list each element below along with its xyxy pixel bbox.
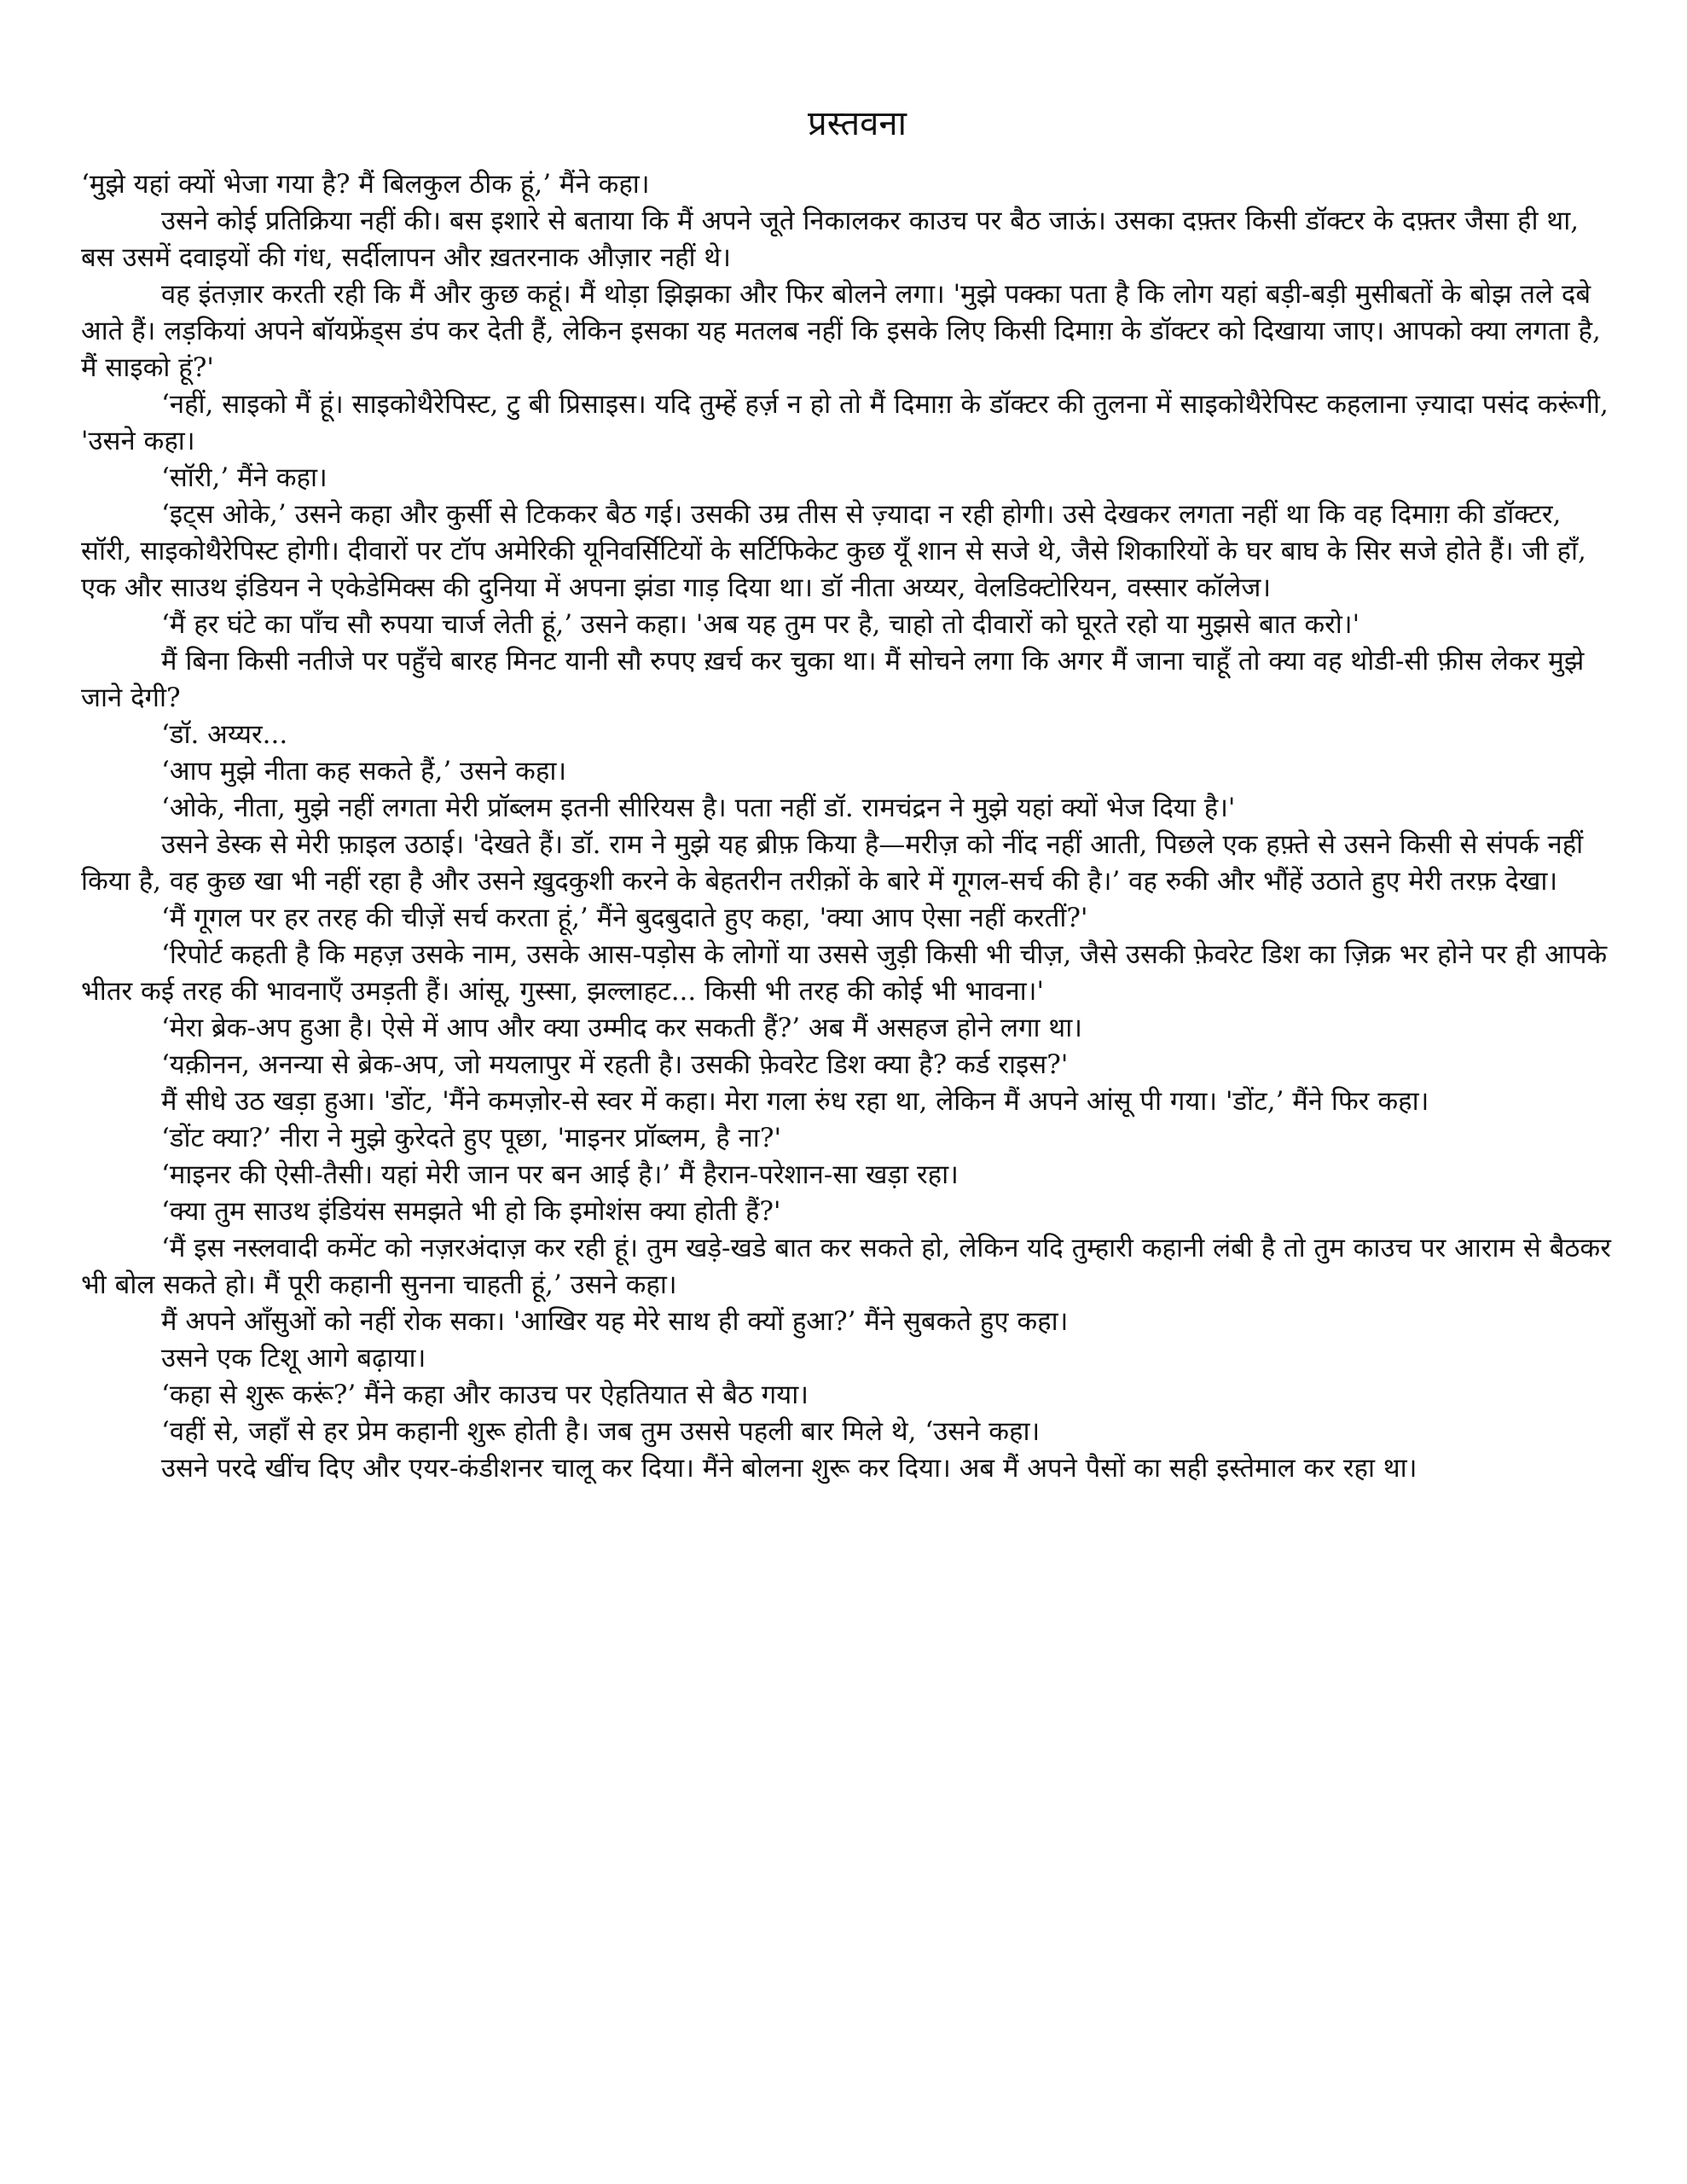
paragraph: ‘आप मुझे नीता कह सकते हैं,’ उसने कहा।: [161, 756, 567, 787]
paragraph: ‘मैं इस नस्लवादी कमेंट को नज़रअंदाज़ कर रही हूं। तुम खड़े-खडे बात कर सकते हो, लेकिन यदि तुम्हारी कहानी लंबी है तो तुम काउच पर आराम से बैठकर भी बोल सकते हो। मैं पूरी कहानी सुनना चाहती हूं,’ उसने कहा।: [81, 1233, 1611, 1300]
paragraph: मैं सीधे उठ खड़ा हुआ। 'डोंट, 'मैंने कमज़ोर-से स्वर में कहा। मेरा गला रुंध रहा था, लेकिन मैं अपने आंसू पी गया। 'डोंट,’ मैंने फिर कहा।: [161, 1086, 1429, 1117]
paragraph: ‘डॉ. अय्यर...: [161, 719, 288, 750]
paragraph: मैं बिना किसी नतीजे पर पहुँचे बारह मिनट यानी सौ रुपए ख़र्च कर चुका था। मैं सोचने लगा कि अगर मैं जाना चाहूँ तो क्या वह थोडी-सी फ़ीस लेकर मुझे जाने देगी?: [81, 646, 1585, 713]
paragraph: उसने कोई प्रतिक्रिया नहीं की। बस इशारे से बताया कि मैं अपने जूते निकालकर काउच पर बैठ जाऊं। उसका दफ़्तर किसी डॉक्टर के दफ़्तर जैसा ही था, बस उसमें दवाइयों की गंध, सर्दीलापन और ख़तरनाक औज़ार नहीं थे।: [81, 206, 1580, 273]
paragraph: ‘सॉरी,’ मैंने कहा।: [161, 462, 328, 493]
paragraph: उसने एक टिशू आगे बढ़ाया।: [161, 1343, 426, 1374]
paragraph: ‘मैं गूगल पर हर तरह की चीज़ें सर्च करता हूं,’ मैंने बुदबुदाते हुए कहा, 'क्या आप ऐसा नहीं करतीं?': [161, 903, 1088, 933]
paragraph: ‘माइनर की ऐसी-तैसी। यहां मेरी जान पर बन आई है।’ मैं हैरान-परेशान-सा खड़ा रहा।: [161, 1159, 959, 1190]
paragraph: उसने डेस्क से मेरी फ़ाइल उठाई। 'देखते हैं। डॉ. राम ने मुझे यह ब्रीफ़ किया है—मरीज़ को नींद नहीं आती, पिछले एक हफ़्ते से उसने किसी से संपर्क नहीं किया है, वह कुछ खा भी नहीं रहा है और उसने ख़ुदकुशी करने के बेहतरीन तरीक़ों के बारे में गूगल-सर्च की है।’ वह रुकी और भौंहें उठाते हुए मेरी तरफ़ देखा।: [81, 829, 1584, 897]
paragraph: ‘रिपोर्ट कहती है कि महज़ उसके नाम, उसके आस-पड़ोस के लोगों या उससे जुड़ी किसी भी चीज़, जैसे उसकी फ़ेवरेट डिश का ज़िक्र भर होने पर ही आपके भीतर कई तरह की भावनाएँ उमड़ती हैं। आंसू, गुस्सा, झल्लाहट... किसी भी तरह की कोई भी भावना।': [81, 939, 1608, 1007]
paragraph: वह इंतज़ार करती रही कि मैं और कुछ कहूं। मैं थोड़ा झिझका और फिर बोलने लगा। 'मुझे पक्का पता है कि लोग यहां बड़ी-बड़ी मुसीबतों के बोझ तले दबे आते हैं। लड़कियां अपने बॉयफ्रेंड्स डंप कर देती हैं, लेकिन इसका यह मतलब नहीं कि इसके लिए किसी दिमाग़ के डॉक्टर को दिखाया जाए। आपको क्या लगता है, मैं साइको हूं?': [81, 279, 1601, 383]
paragraph: मैं अपने आँसुओं को नहीं रोक सका। 'आखिर यह मेरे साथ ही क्यों हुआ?’ मैंने सुबकते हुए कहा।: [161, 1306, 1069, 1337]
paragraph: ‘ओके, नीता, मुझे नहीं लगता मेरी प्रॉब्लम इतनी सीरियस है। पता नहीं डॉ. रामचंद्रन ने मुझे यहां क्यों भेज दिया है।': [161, 793, 1236, 823]
paragraph: ‘मैं हर घंटे का पाँच सौ रुपया चार्ज लेती हूं,’ उसने कहा। 'अब यह तुम पर है, चाहो तो दीवारों को घूरते रहो या मुझसे बात करो।': [161, 609, 1360, 640]
paragraph: ‘वहीं से, जहाँ से हर प्रेम कहानी शुरू होती है। जब तुम उससे पहली बार मिले थे, ‘उसने कहा।: [161, 1416, 1041, 1447]
document-page: [81, 98, 1616, 1487]
paragraph: ‘यक़ीनन, अनन्या से ब्रेक-अप, जो मयलापुर में रहती है। उसकी फ़ेवरेट डिश क्या है? कर्ड राइस?': [161, 1049, 1069, 1080]
paragraph: ‘नहीं, साइको मैं हूं। साइकोथैरेपिस्ट, टु बी प्रिसाइस। यदि तुम्हें हर्ज़ न हो तो मैं दिमाग़ के डॉक्टर की तुलना में साइकोथैरेपिस्ट कहलाना ज़्यादा पसंद करूंगी, 'उसने कहा।: [81, 389, 1609, 456]
paragraph: ‘कहा से शुरू करूं?’ मैंने कहा और काउच पर ऐहतियात से बैठ गया।: [161, 1380, 809, 1410]
page-title: प्रस्तवना: [808, 104, 907, 143]
paragraph: ‘मेरा ब्रेक-अप हुआ है। ऐसे में आप और क्या उम्मीद कर सकती हैं?’ अब मैं असहज होने लगा था।: [161, 1013, 1082, 1043]
body-text: [81, 166, 1616, 1487]
paragraph: ‘मुझे यहां क्यों भेजा गया है? मैं बिलकुल ठीक हूं,’ मैंने कहा।: [81, 169, 650, 200]
paragraph: उसने परदे खींच दिए और एयर-कंडीशनर चालू कर दिया। मैंने बोलना शुरू कर दिया। अब मैं अपने पैसों का सही इस्तेमाल कर रहा था।: [161, 1453, 1417, 1484]
paragraph: ‘इट्स ओके,’ उसने कहा और कुर्सी से टिककर बैठ गई। उसकी उम्र तीस से ज़्यादा न रही होगी। उसे देखकर लगता नहीं था कि वह दिमाग़ की डॉक्टर, सॉरी, साइकोथैरेपिस्ट होगी। दीवारों पर टॉप अमेरिकी यूनिवर्सिटियों के सर्टिफिकेट कुछ यूँ शान से सजे थे, जैसे शिकारियों के घर बाघ के सिर सजे होते हैं। जी हाँ, एक और साउथ इंडियन ने एकेडेमिक्स की दुनिया में अपना झंडा गाड़ दिया था। डॉ नीता अय्यर, वेलडिक्टोरियन, वस्सार कॉलेज।: [81, 499, 1586, 603]
paragraph: ‘डोंट क्या?’ नीरा ने मुझे कुरेदते हुए पूछा, 'माइनर प्रॉब्लम, है ना?': [161, 1123, 781, 1153]
paragraph: ‘क्या तुम साउथ इंडियंस समझते भी हो कि इमोशंस क्या होती हैं?': [161, 1196, 781, 1227]
